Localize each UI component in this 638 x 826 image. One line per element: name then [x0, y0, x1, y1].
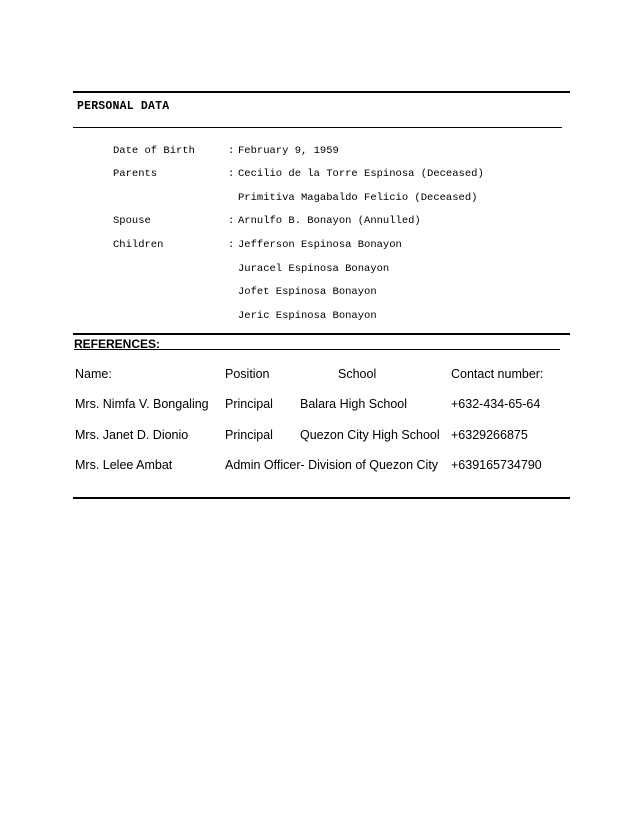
reference-position: Principal [225, 397, 273, 411]
reference-school: Balara High School [300, 397, 408, 411]
references-heading: REFERENCES: [74, 337, 161, 351]
field-colon: : [228, 168, 235, 180]
bottom-divider [73, 497, 570, 499]
field-colon: : [228, 215, 235, 227]
top-divider [73, 91, 570, 93]
field-label: Date of Birth [113, 145, 195, 157]
field-value: Arnulfo B. Bonayon (Annulled) [238, 215, 421, 227]
field-value: Jefferson Espinosa Bonayon [238, 239, 402, 251]
reference-name: Mrs. Janet D. Dionio [75, 428, 189, 442]
header-school: School [338, 367, 377, 381]
header-name: Name: [75, 367, 112, 381]
reference-school: Quezon City High School [300, 428, 440, 442]
reference-contact: +632-434-65-64 [451, 397, 541, 411]
field-value: Primitiva Magabaldo Felicio (Deceased) [238, 192, 478, 204]
reference-name: Mrs. Nimfa V. Bongaling [75, 397, 209, 411]
field-value: Cecilio de la Torre Espinosa (Deceased) [238, 168, 484, 180]
reference-name: Mrs. Lelee Ambat [75, 458, 173, 472]
field-value: Jeric Espinosa Bonayon [238, 310, 377, 322]
reference-position: Principal [225, 428, 273, 442]
field-label: Children [113, 239, 164, 251]
field-colon: : [228, 145, 235, 157]
references-divider [73, 333, 570, 335]
field-value: February 9, 1959 [238, 145, 339, 157]
personal-data-divider [73, 127, 562, 128]
header-position: Position [225, 367, 270, 381]
field-value: Juracel Espinosa Bonayon [238, 263, 390, 275]
field-value: Jofet Espinosa Bonayon [238, 286, 377, 298]
header-contact: Contact number: [451, 367, 544, 381]
references-heading-underline [143, 349, 560, 350]
reference-contact: +639165734790 [451, 458, 542, 472]
field-colon: : [228, 239, 235, 251]
reference-position: Admin Officer- Division of Quezon City [225, 458, 439, 472]
personal-data-heading: PERSONAL DATA [77, 100, 170, 113]
reference-contact: +6329266875 [451, 428, 528, 442]
field-label: Parents [113, 168, 158, 180]
field-label: Spouse [113, 215, 151, 227]
